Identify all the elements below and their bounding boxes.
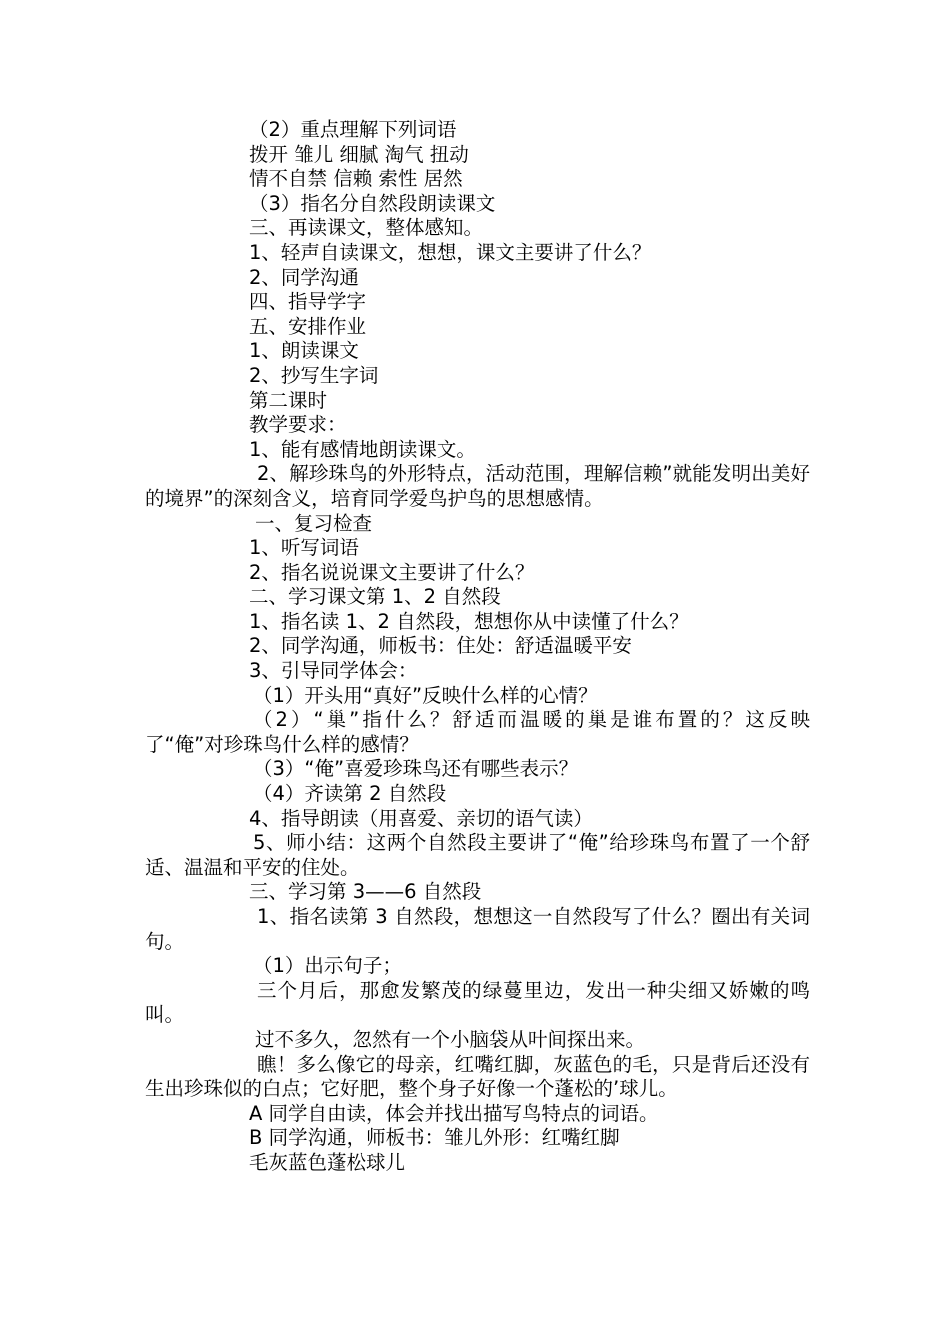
text-line: B 同学沟通，师板书：雏儿外形：红嘴红脚: [249, 1126, 620, 1150]
text-line: 1、朗读课文: [249, 339, 359, 363]
text-line: 教学要求：: [249, 413, 347, 437]
paragraph: 5、师小结：这两个自然段主要讲了“俺”给珍珠鸟布置了一个舒适、温温和平安的住处。: [145, 831, 810, 879]
paragraph: 瞧！多么像它的母亲，红嘴红脚，灰蓝色的毛，只是背后还没有生出珍珠似的白点；它好肥，整个身子好像一个蓬松的’球儿。: [145, 1052, 810, 1101]
text-line: （3）“俺”喜爱珍珠鸟还有哪些表示？: [253, 757, 579, 781]
text-line: 情不自禁 信赖 索性 居然: [249, 167, 463, 191]
text-line: （1）出示句子；: [253, 954, 402, 978]
paragraph: （2）“巢”指什么？舒适而温暖的巢是谁布置的？这反映了“俺”对珍珠鸟什么样的感情？: [145, 708, 810, 756]
section-heading: 三、再读课文，整体感知。: [249, 216, 484, 240]
text-line: 2、同学沟通，师板书：住处：舒适温暖平安: [249, 634, 632, 658]
text-line: 过不多久，忽然有一个小脑袋从叶间探出来。: [255, 1027, 646, 1051]
text-line: （2）重点理解下列词语: [249, 118, 457, 141]
text-line: 1、听写词语: [249, 536, 359, 560]
text-line: A 同学自由读，体会并找出描写鸟特点的词语。: [249, 1101, 659, 1125]
text-line: 毛灰蓝色蓬松球儿: [249, 1150, 406, 1174]
section-heading: 四、指导学字: [249, 290, 367, 314]
paragraph: 三个月后，那愈发繁茂的绿蔓里边，发出一种尖细又娇嫩的鸣叫。: [145, 978, 810, 1027]
text-line: 拨开 雏儿 细腻 淘气 扭动: [249, 142, 469, 166]
text-line: 2、指名说说课文主要讲了什么？: [249, 560, 535, 584]
text-line: 3、引导同学体会：: [249, 659, 418, 683]
text-line: 1、指名读 1、2 自然段，想想你从中读懂了什么？: [249, 609, 689, 633]
section-heading: 三、学习第 3——6 自然段: [249, 880, 482, 904]
text-line: 4、指导朗读（用喜爱、亲切的语气读）: [249, 806, 593, 830]
paragraph: 1、指名读第 3 自然段，想想这一自然段写了什么？圈出有关词句。: [145, 905, 810, 953]
text-line: （3）指名分自然段朗读课文: [249, 191, 496, 215]
text-line: （4）齐读第 2 自然段: [253, 782, 447, 806]
text-line: 1、能有感情地朗读课文。: [249, 437, 476, 461]
text-line: （1）开头用“真好”反映什么样的心情？: [253, 683, 598, 707]
section-heading: 五、安排作业: [249, 314, 367, 338]
lesson-heading: 第二课时: [249, 388, 328, 412]
text-line: 1、轻声自读课文，想想，课文主要讲了什么？: [249, 240, 652, 264]
section-heading: 一、复习检查: [255, 511, 373, 535]
document-page: [145, 118, 810, 1176]
paragraph: 2、解珍珠鸟的外形特点，活动范围，理解信赖”就能发明出美好的境界”的深刻含义，培育同学爱鸟护鸟的思想感情。: [145, 462, 810, 510]
text-line: 2、抄写生字词: [249, 363, 379, 387]
text-line: 2、同学沟通: [249, 265, 359, 289]
section-heading: 二、学习课文第 1、2 自然段: [249, 585, 501, 609]
